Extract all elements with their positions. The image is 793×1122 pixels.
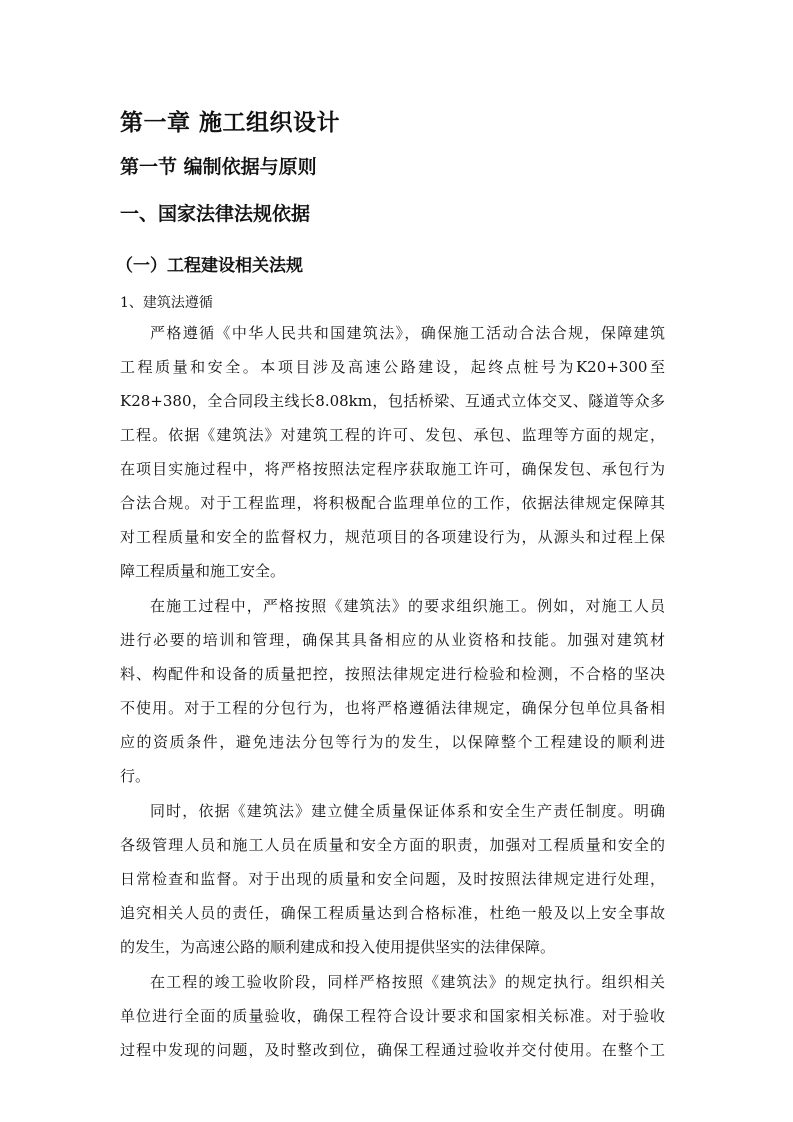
paragraph-line: 障工程质量和施工安全。 xyxy=(120,562,286,580)
section-title: 第一节 编制依据与原则 xyxy=(120,156,317,178)
paragraph-line: 进行必要的培训和管理，确保其具备相应的从业资格和技能。加强对建筑材 xyxy=(120,631,665,649)
paragraph-line: 在施工过程中，严格按照《建筑法》的要求组织施工。例如，对施工人员 xyxy=(150,597,665,615)
paragraph-line: 料、构配件和设备的质量把控，按照法律规定进行检验和检测，不合格的坚决 xyxy=(120,665,665,683)
paragraph-line: 单位进行全面的质量验收，确保工程符合设计要求和国家相关标准。对于验收 xyxy=(120,1007,665,1025)
item-title: 1、建筑法遵循 xyxy=(120,295,213,311)
paragraph-line: 不使用。对于工程的分包行为，也将严格遵循法律规定，确保分包单位具备相 xyxy=(120,699,665,717)
paragraph-line: 应的资质条件，避免违法分包等行为的发生，以保障整个工程建设的顺利进 xyxy=(120,733,665,751)
paragraph-line: 工程。依据《建筑法》对建筑工程的许可、发包、承包、监理等方面的规定， xyxy=(120,426,665,444)
paragraph-line: 过程中发现的问题，及时整改到位，确保工程通过验收并交付使用。在整个工 xyxy=(120,1041,665,1059)
paragraph-line: 同时，依据《建筑法》建立健全质量保证体系和安全生产责任制度。明确 xyxy=(150,802,665,820)
paragraph-line: K28+380，全合同段主线长8.08km，包括桥梁、互通式立体交叉、隧道等众多 xyxy=(120,392,665,410)
paragraph-line: 在项目实施过程中，将严格按照法定程序获取施工许可，确保发包、承包行为 xyxy=(120,460,665,478)
paragraph-line: 的发生，为高速公路的顺利建成和投入使用提供坚实的法律保障。 xyxy=(120,938,556,956)
paragraph-line: 合法合规。对于工程监理，将积极配合监理单位的工作，依据法律规定保障其 xyxy=(120,494,665,512)
paragraph-line: 在工程的竣工验收阶段，同样严格按照《建筑法》的规定执行。组织相关 xyxy=(150,973,665,991)
paragraph-line: 严格遵循《中华人民共和国建筑法》，确保施工活动合法合规，保障建筑 xyxy=(150,324,665,342)
paragraph-line: 各级管理人员和施工人员在质量和安全方面的职责，加强对工程质量和安全的 xyxy=(120,836,665,854)
chapter-title: 第一章 施工组织设计 xyxy=(120,109,341,136)
paragraph-line: 对工程质量和安全的监督权力，规范项目的各项建设行为，从源头和过程上保 xyxy=(120,528,665,546)
subsection-title: 一、国家法律法规依据 xyxy=(120,203,311,225)
paragraph-line: 日常检查和监督。对于出现的质量和安全问题，及时按照法律规定进行处理， xyxy=(120,870,665,888)
paragraph-line: 追究相关人员的责任，确保工程质量达到合格标准，杜绝一般及以上安全事故 xyxy=(120,904,665,922)
subsubsection-title: （一）工程建设相关法规 xyxy=(116,256,303,276)
paragraph-line: 行。 xyxy=(120,767,151,785)
paragraph-line: 工程质量和安全。本项目涉及高速公路建设，起终点桩号为K20+300至 xyxy=(120,358,665,376)
